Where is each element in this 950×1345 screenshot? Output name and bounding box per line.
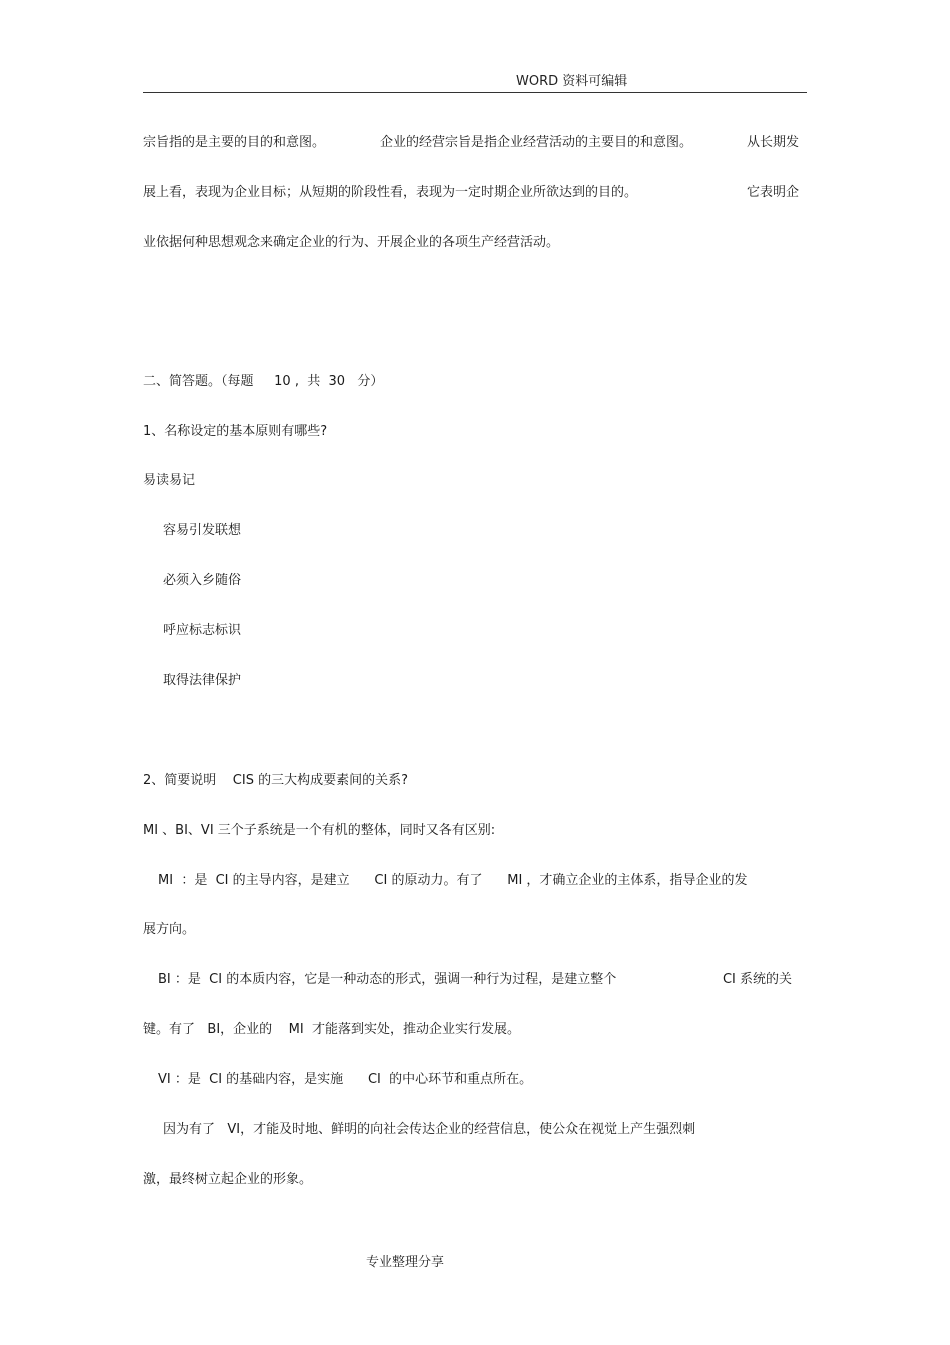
mi-paragraph-line-2: 展方向。 <box>143 922 196 937</box>
intro-line-2 <box>143 185 799 201</box>
question-2: 2、简要说明 CIS 的三大构成要素间的关系? <box>143 773 408 788</box>
q2-intro: MI 、BI、VI 三个子系统是一个有机的整体，同时又各有区别: <box>143 823 496 838</box>
bi-line-1-part-2: CI 系统的关 <box>722 972 792 987</box>
page-header: WORD 资料可编辑 <box>516 74 628 89</box>
vi-paragraph-line-2: 因为有了 VI，才能及时地、鲜明的向社会传达企业的经营信息，使公众在视觉上产生强烈刺 <box>163 1122 696 1137</box>
page-footer: 专业整理分享 <box>366 1255 445 1270</box>
intro-line-1-part-3: 从长期发 <box>746 135 799 150</box>
answer-item: 易读易记 <box>143 473 196 488</box>
intro-line-2-part-1: 展上看，表现为企业目标；从短期的阶段性看，表现为一定时期企业所欲达到的目的。 <box>143 185 638 200</box>
answer-item: 必须入乡随俗 <box>163 573 242 588</box>
vi-paragraph-line-1: VI ：是 CI 的基础内容，是实施 CI 的中心环节和重点所在。 <box>158 1072 533 1087</box>
intro-line-1-part-1: 宗旨指的是主要的目的和意图。 <box>143 135 326 150</box>
bi-paragraph-line-1 <box>158 972 792 988</box>
intro-line-3: 业依据何种思想观念来确定企业的行为、开展企业的各项生产经营活动。 <box>143 235 560 250</box>
section-heading: 二、简答题。（每题 10 , 共 30 分） <box>143 374 384 389</box>
question-1: 1、名称设定的基本原则有哪些? <box>143 424 328 439</box>
header-divider <box>143 92 807 93</box>
bi-line-1-part-1: BI ：是 CI 的本质内容，它是一种动态的形式，强调一种行为过程，是建立整个 <box>158 972 617 987</box>
answer-item: 呼应标志标识 <box>163 623 242 638</box>
intro-line-1-part-2: 企业的经营宗旨是指企业经营活动的主要目的和意图。 <box>379 135 692 150</box>
intro-line-1 <box>143 135 799 151</box>
intro-line-2-part-2: 它表明企 <box>746 185 799 200</box>
mi-paragraph-line-1: MI ：是 CI 的主导内容，是建立 CI 的原动力。有了 MI ，才确立企业的主体系，指导企业的发 <box>158 873 748 888</box>
vi-paragraph-line-3: 激，最终树立起企业的形象。 <box>143 1172 313 1187</box>
answer-item: 取得法律保护 <box>163 673 242 688</box>
answer-item: 容易引发联想 <box>163 523 242 538</box>
bi-paragraph-line-2: 键。有了 BI，企业的 MI 才能落到实处，推动企业实行发展。 <box>143 1022 520 1037</box>
